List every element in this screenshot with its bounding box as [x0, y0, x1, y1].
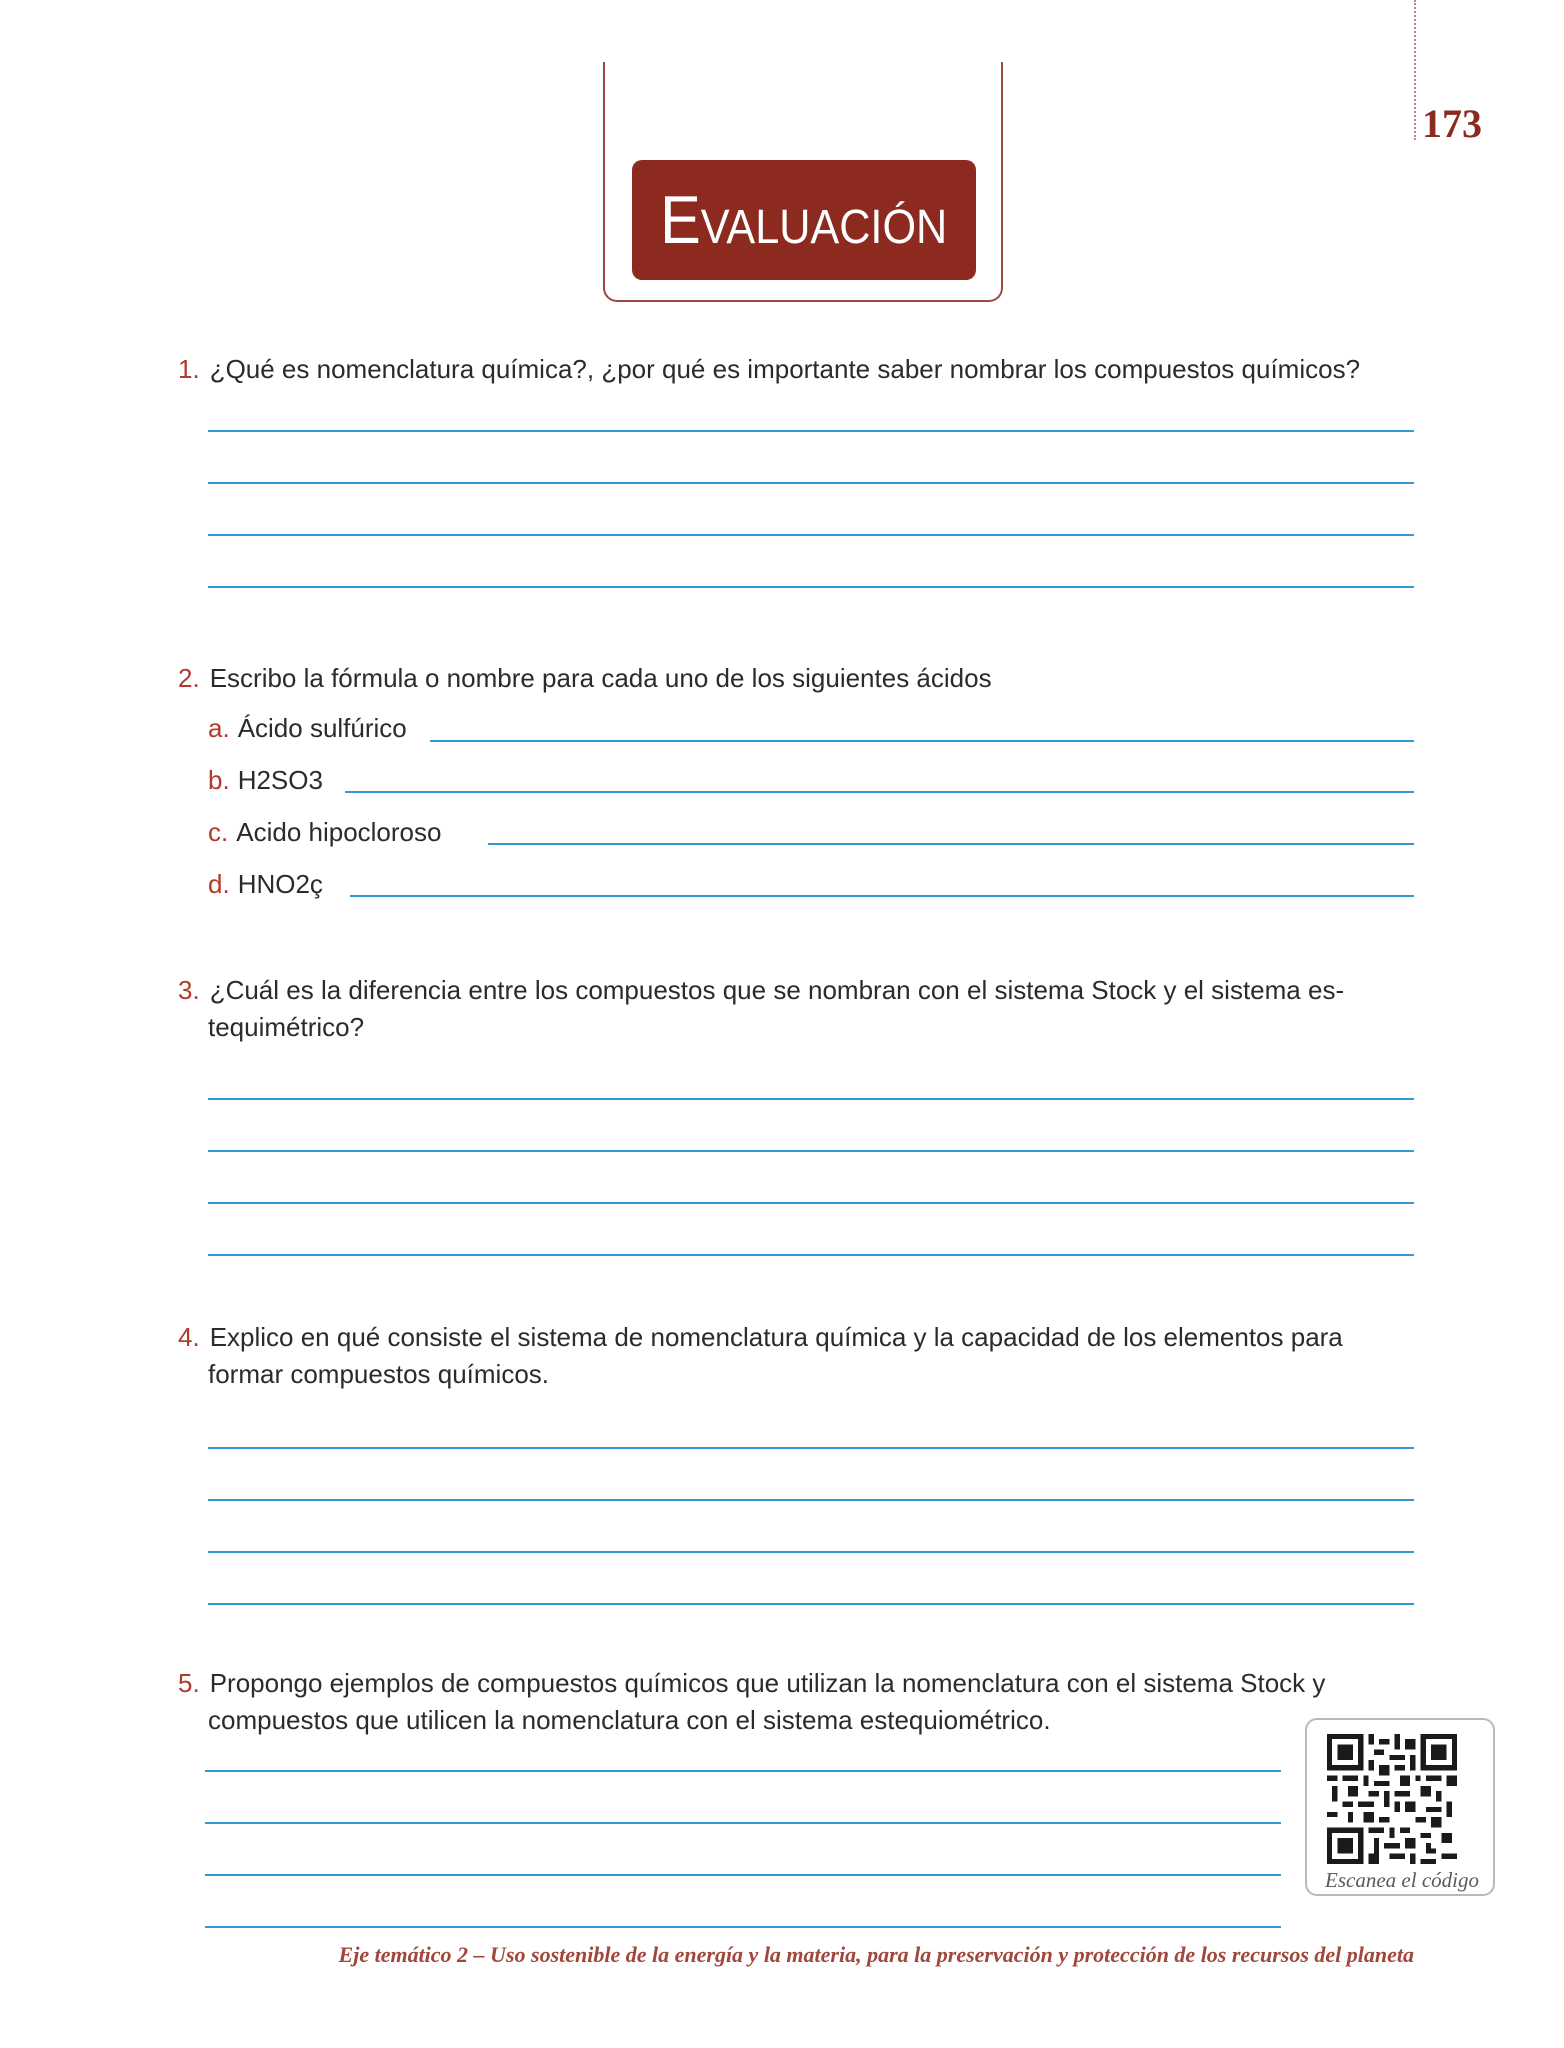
acid-letter: b. — [208, 765, 230, 795]
question-1 — [178, 351, 1414, 388]
question-text-continuation: compuestos que utilicen la nomenclatura con el sistema estequiométrico. — [208, 1705, 1051, 1735]
question-text: Escribo la fórmula o nombre para cada uno de los siguientes ácidos — [209, 663, 992, 693]
answer-line[interactable] — [208, 482, 1414, 484]
title-banner — [632, 160, 976, 280]
page-number: 173 — [1422, 101, 1482, 146]
question-5 — [178, 1665, 1414, 1739]
answer-line[interactable] — [208, 1603, 1414, 1605]
question-number: 1. — [178, 354, 200, 384]
qr-code-icon[interactable] — [1327, 1734, 1457, 1864]
question-number: 3. — [178, 975, 200, 1005]
acid-letter: c. — [208, 817, 229, 847]
footer-text: Eje temático 2 – Uso sostenible de la energía y la materia, para la preservación y protección de los recursos del planeta — [338, 1942, 1414, 1967]
question-2 — [178, 660, 1414, 697]
acid-item-b — [208, 762, 323, 798]
answer-line[interactable] — [205, 1822, 1281, 1824]
qr-card[interactable] — [1305, 1718, 1495, 1896]
question-text: ¿Qué es nomenclatura química?, ¿por qué es importante saber nombrar los compuestos químicos? — [209, 354, 1361, 384]
answer-line[interactable] — [208, 534, 1414, 536]
answer-line[interactable] — [208, 1150, 1414, 1152]
answer-line-c[interactable] — [488, 843, 1414, 845]
acid-letter: d. — [208, 869, 230, 899]
question-number: 4. — [178, 1322, 200, 1352]
answer-line[interactable] — [208, 586, 1414, 588]
answer-line[interactable] — [208, 430, 1414, 432]
answer-line[interactable] — [208, 1499, 1414, 1501]
acid-label: HNO2ç — [237, 869, 323, 899]
acid-label: Ácido sulfúrico — [237, 713, 407, 743]
acid-label: H2SO3 — [237, 765, 323, 795]
question-text: ¿Cuál es la diferencia entre los compuestos que se nombran con el sistema Stock y el sistema es- — [209, 975, 1345, 1005]
question-4 — [178, 1319, 1414, 1393]
question-number: 5. — [178, 1668, 200, 1698]
acid-item-a — [208, 710, 407, 746]
question-text-continuation: tequimétrico? — [208, 1012, 365, 1042]
question-text: Propongo ejemplos de compuestos químicos que utilizan la nomenclatura con el sistema Stock y — [209, 1668, 1326, 1698]
acid-letter: a. — [208, 713, 230, 743]
acid-item-d — [208, 866, 323, 902]
question-text-continuation: formar compuestos químicos. — [208, 1359, 550, 1389]
answer-line-d[interactable] — [350, 895, 1414, 897]
acid-label: Acido hipocloroso — [236, 817, 442, 847]
page-edge-rule — [1414, 0, 1416, 140]
answer-line[interactable] — [208, 1551, 1414, 1553]
answer-line[interactable] — [208, 1447, 1414, 1449]
answer-line[interactable] — [205, 1770, 1281, 1772]
qr-caption: Escanea el código — [1325, 1868, 1479, 1892]
answer-line[interactable] — [205, 1926, 1281, 1928]
answer-line-a[interactable] — [430, 740, 1414, 742]
answer-line[interactable] — [208, 1098, 1414, 1100]
acid-item-c — [208, 814, 441, 850]
answer-line[interactable] — [205, 1874, 1281, 1876]
question-3 — [178, 972, 1414, 1046]
answer-line[interactable] — [208, 1202, 1414, 1204]
question-number: 2. — [178, 663, 200, 693]
answer-line[interactable] — [208, 1254, 1414, 1256]
answer-line-b[interactable] — [345, 791, 1414, 793]
page-title: Evaluación — [660, 182, 948, 258]
question-text: Explico en qué consiste el sistema de nomenclatura química y la capacidad de los elementos para — [209, 1322, 1343, 1352]
